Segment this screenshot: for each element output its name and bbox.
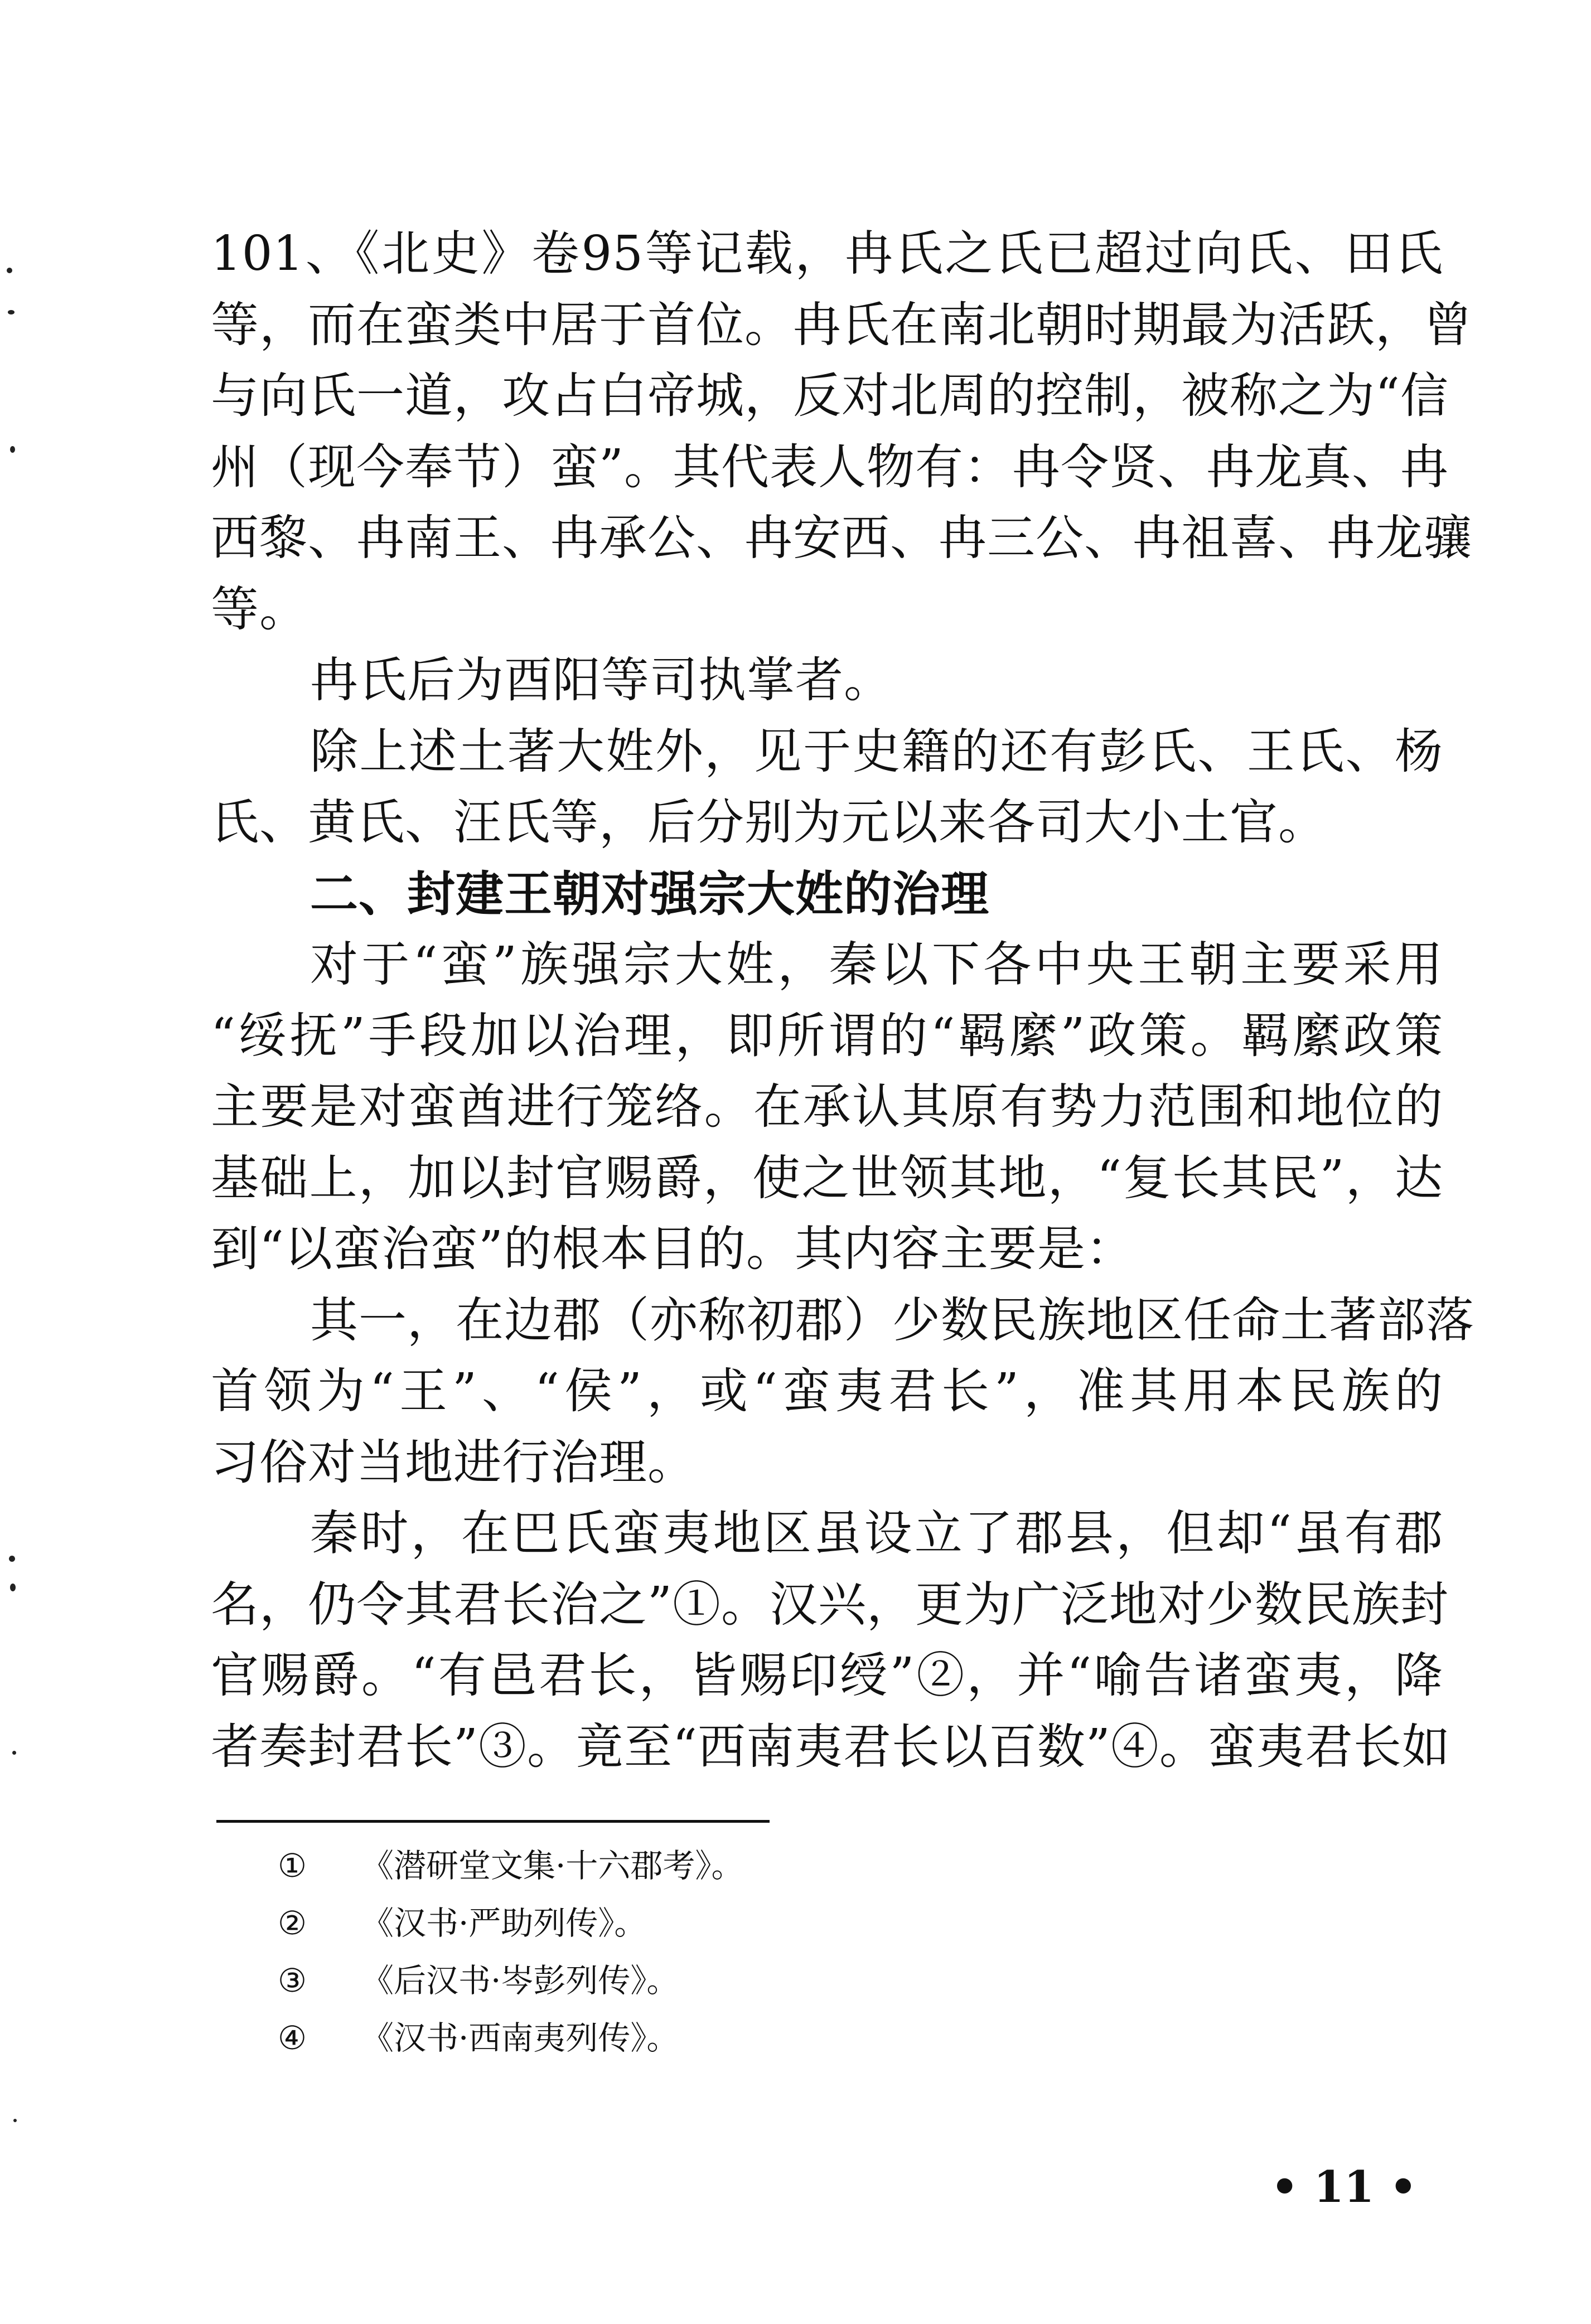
scan-speck: [8, 310, 14, 314]
text-line: 州（现今奉节）蛮”。其代表人物有：冉令贤、冉龙真、冉: [211, 439, 1449, 495]
footnote-marker: ②: [278, 1904, 307, 1942]
footnote-text: 《后汉书·岑彭列传》。: [361, 1962, 679, 1999]
scan-speck: [7, 268, 12, 273]
text-line: 101、《北史》卷95等记载，冉氏之氏已超过向氏、田氏: [211, 226, 1443, 282]
section-heading: 二、封建王朝对强宗大姓的治理: [310, 865, 989, 922]
text-line: 氏、黄氏、汪氏等，后分别为元以来各司大小土官。: [211, 795, 1327, 850]
text-line: 与向氏一道，攻占白帝城，反对北周的控制，被称之为“信: [211, 368, 1449, 424]
footnotes: [278, 1837, 1170, 2067]
paragraph-start: 冉氏后为酉阳等司执掌者。: [310, 652, 892, 708]
scan-speck: [9, 1556, 15, 1562]
footnote-item: [278, 2010, 1170, 2067]
text-line: 习俗对当地进行治理。: [211, 1434, 696, 1490]
footnote-item: [278, 1895, 1170, 1952]
body-text: [211, 219, 1474, 1783]
footnote-marker: ④: [278, 2019, 307, 2057]
footnote-text: 《潜研堂文集·十六郡考》。: [361, 1847, 744, 1885]
footnote-marker: ③: [278, 1962, 307, 1999]
page-number: • 11 •: [1270, 2162, 1418, 2212]
paragraph-start: 其一，在边郡（亦称初郡）少数民族地区任命土著部落: [310, 1292, 1474, 1348]
paragraph-start: 除上述土著大姓外，见于史籍的还有彭氏、王氏、杨: [310, 723, 1443, 779]
footnote-item: [278, 1837, 1170, 1895]
text-line: 者奏封君长”③。竟至“西南夷君长以百数”④。蛮夷君长如: [211, 1718, 1450, 1775]
text-line: 官赐爵。“有邑君长，皆赐印绶”②，并“喻告诸蛮夷，降: [211, 1648, 1443, 1703]
text-line: “绥抚”手段加以治理，即所谓的“羁縻”政策。羁縻政策: [211, 1008, 1443, 1064]
paragraph-start: 秦时，在巴氏蛮夷地区虽设立了郡县，但却“虽有郡: [310, 1505, 1443, 1561]
text-line: 首领为“王”、“侯”，或“蛮夷君长”，准其用本民族的: [211, 1363, 1443, 1419]
footnote-text: 《汉书·严助列传》。: [361, 1904, 647, 1942]
footnote-divider: [216, 1820, 770, 1823]
text-line: 名，仍令其君长治之”①。汉兴，更为广泛地对少数民族封: [211, 1576, 1449, 1633]
footnote-text: 《汉书·西南夷列传》。: [361, 2019, 679, 2057]
scan-speck: [10, 1584, 16, 1591]
text-line: 基础上，加以封官赐爵，使之世领其地，“复长其民”，达: [211, 1150, 1443, 1206]
footnote-marker: ①: [278, 1847, 307, 1885]
text-line: 西黎、冉南王、冉承公、冉安西、冉三公、冉祖喜、冉龙骧: [211, 510, 1472, 566]
footnote-item: [278, 1952, 1170, 2010]
scan-speck: [10, 446, 15, 453]
text-line: 等，而在蛮类中居于首位。冉氏在南北朝时期最为活跃，曾: [211, 297, 1472, 353]
scan-speck: [13, 2119, 17, 2122]
text-line: 等。: [211, 581, 308, 637]
scan-speck: [12, 1751, 16, 1755]
paragraph-start: 对于“蛮”族强宗大姓，秦以下各中央王朝主要采用: [310, 937, 1443, 992]
text-line: 主要是对蛮酋进行笼络。在承认其原有势力范围和地位的: [211, 1079, 1443, 1135]
text-line: 到“以蛮治蛮”的根本目的。其内容主要是：: [211, 1221, 1134, 1277]
